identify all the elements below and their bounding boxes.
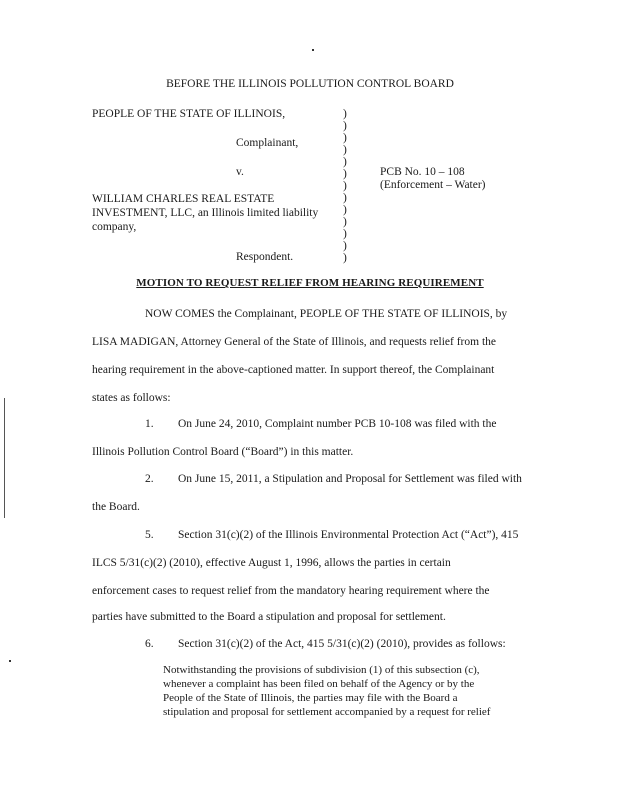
quote-line: whenever a complaint has been filed on behalf of the Agency or by the (163, 678, 475, 690)
defendant-role: Respondent. (236, 251, 294, 263)
paragraph-number: 5. (145, 529, 154, 541)
quote-line: Notwithstanding the provisions of subdivision (1) of this subsection (c), (163, 664, 480, 676)
paragraph-line: On June 24, 2010, Complaint number PCB 10-108 was filed with the (178, 418, 497, 430)
quote-line: stipulation and proposal for settlement accompanied by a request for relief (163, 706, 491, 718)
caption-paren: ) (343, 252, 347, 264)
scan-artifact-left-dot (9, 660, 11, 662)
paragraph-line: On June 15, 2011, a Stipulation and Proposal for Settlement was filed with (178, 473, 522, 485)
paragraph-line: ILCS 5/31(c)(2) (2010), effective August 1, 1996, allows the parties in certain (92, 557, 451, 569)
caption-paren: ) (343, 156, 347, 168)
caption-paren: ) (343, 144, 347, 156)
caption-paren: ) (343, 228, 347, 240)
paragraph-number: 1. (145, 418, 154, 430)
paragraph-number: 2. (145, 473, 154, 485)
scan-artifact-left-line (4, 398, 5, 518)
intro-line: NOW COMES the Complainant, PEOPLE OF THE STATE OF ILLINOIS, by (145, 308, 508, 320)
paragraph-line: Section 31(c)(2) of the Act, 415 5/31(c)(2) (2010), provides as follows: (178, 638, 506, 650)
caption-paren: ) (343, 216, 347, 228)
intro-line: states as follows: (92, 392, 171, 404)
intro-line: hearing requirement in the above-captioned matter. In support thereof, the Complainant (92, 364, 495, 376)
versus-label: v. (236, 166, 244, 178)
defendant-line-2: INVESTMENT, LLC, an Illinois limited liability (92, 207, 319, 219)
scan-artifact-dot (312, 49, 314, 51)
defendant-line-3: company, (92, 221, 137, 233)
quote-line: People of the State of Illinois, the parties may file with the Board a (163, 692, 458, 704)
intro-line: LISA MADIGAN, Attorney General of the State of Illinois, and requests relief from the (92, 336, 496, 348)
caption-paren: ) (343, 120, 347, 132)
motion-title: MOTION TO REQUEST RELIEF FROM HEARING REQUIREMENT (136, 277, 484, 289)
paragraph-line: enforcement cases to request relief from the mandatory hearing requirement where the (92, 585, 490, 597)
caption-paren: ) (343, 132, 347, 144)
plaintiff-role: Complainant, (236, 137, 299, 149)
caption-paren: ) (343, 180, 347, 192)
board-title: BEFORE THE ILLINOIS POLLUTION CONTROL BOARD (166, 78, 454, 90)
paragraph-line: the Board. (92, 501, 140, 513)
defendant-line-1: WILLIAM CHARLES REAL ESTATE (92, 193, 275, 205)
paragraph-number: 6. (145, 638, 154, 650)
paragraph-line: Illinois Pollution Control Board (“Board”) in this matter. (92, 446, 354, 458)
case-number: PCB No. 10 – 108 (380, 166, 465, 178)
caption-paren: ) (343, 108, 347, 120)
caption-paren: ) (343, 240, 347, 252)
paragraph-line: parties have submitted to the Board a stipulation and proposal for settlement. (92, 611, 446, 623)
caption-paren: ) (343, 204, 347, 216)
paragraph-line: Section 31(c)(2) of the Illinois Environmental Protection Act (“Act”), 415 (178, 529, 519, 541)
plaintiff-name: PEOPLE OF THE STATE OF ILLINOIS, (92, 108, 286, 120)
caption-paren: ) (343, 168, 347, 180)
case-type: (Enforcement – Water) (380, 179, 486, 191)
caption-paren: ) (343, 192, 347, 204)
